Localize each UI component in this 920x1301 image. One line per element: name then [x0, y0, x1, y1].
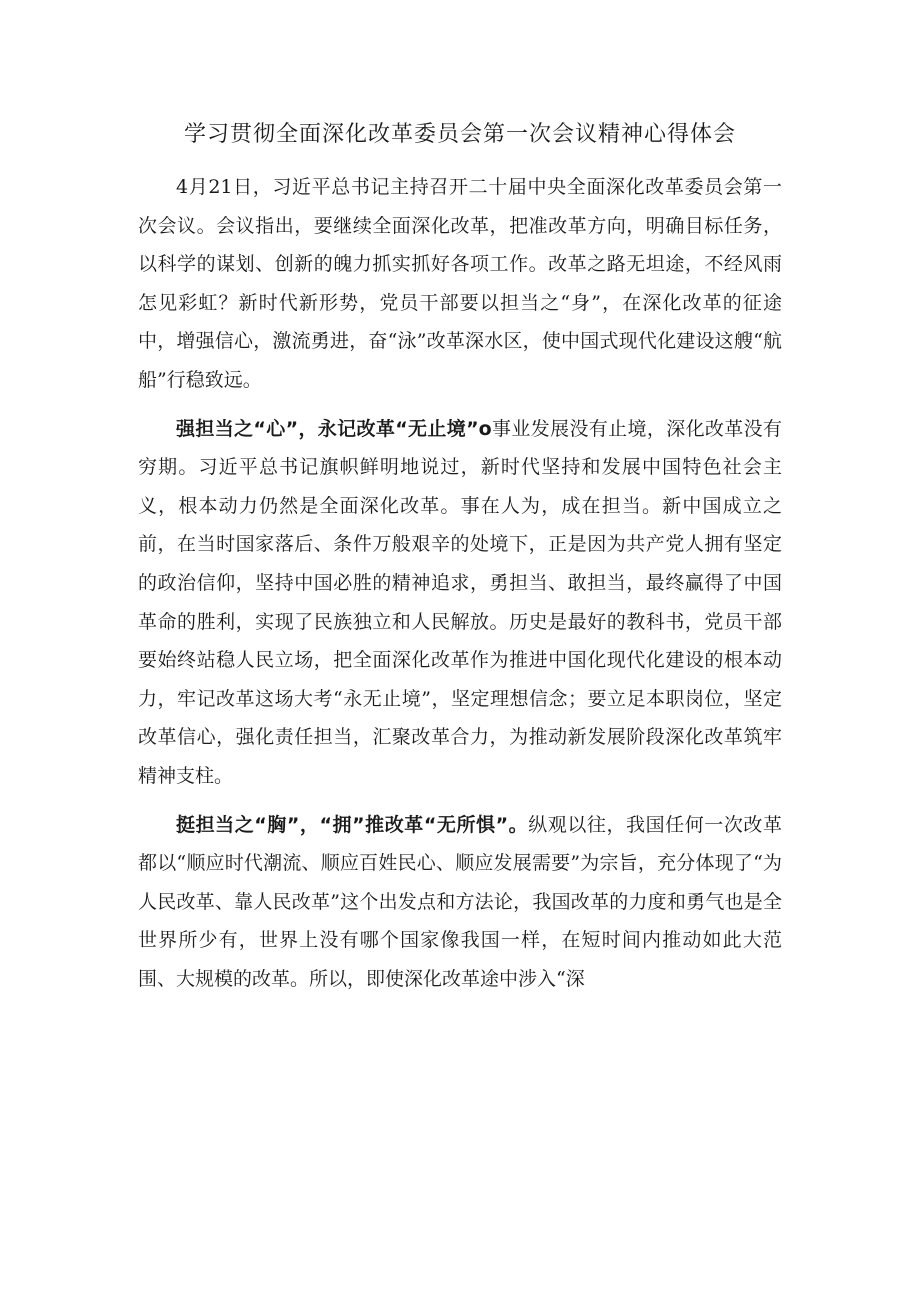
paragraph-lead: 挺担当之“胸”，“拥”推改革“无所惧”。 — [176, 813, 529, 836]
paragraph-lead: 强担当之“心”，永记改革“无止境”o — [176, 417, 492, 440]
paragraph-text: 4月21日，习近平总书记主持召开二十届中央全面深化改革委员会第一次会议。会议指出，要继续全面深化改革，把准改革方向，明确目标任务，以科学的谋划、创新的魄力抓实抓好各项工作。改革之路无坦途，不经风雨怎见彩虹？新时代新形势，党员干部要以担当之“身”，在深化改革的征途中，增强信心，激流勇进，奋“泳”改革深水区，使中国式现代化建设这艘“航船”行稳致远。 — [138, 176, 782, 391]
paragraph-heart — [138, 410, 782, 796]
paragraph-intro — [138, 168, 782, 400]
document-title: 学习贯彻全面深化改革委员会第一次会议精神心得体会 — [183, 122, 736, 147]
paragraph-chest — [138, 806, 782, 999]
paragraph-text: 事业发展没有止境，深化改革没有穷期。习近平总书记旗帜鲜明地说过，新时代坚持和发展中国特色社会主义，根本动力仍然是全面深化改革。事在人为，成在担当。新中国成立之前，在当时国家落后、条件万般艰辛的处境下，正是因为共产党人拥有坚定的政治信仰，坚持中国必胜的精神追求，勇担当、敢担当，最终赢得了中国革命的胜利，实现了民族独立和人民解放。历史是最好的教科书，党员干部要始终站稳人民立场，把全面深化改革作为推进中国化现代化建设的根本动力，牢记改革这场大考“永无止境”，坚定理想信念；要立足本职岗位，坚定改革信心，强化责任担当，汇聚改革合力，为推动新发展阶段深化改革筑牢精神支柱。 — [138, 417, 782, 787]
paragraph-text: 纵观以往，我国任何一次改革都以“顺应时代潮流、顺应百姓民心、顺应发展需要”为宗旨，充分体现了“为人民改革、靠人民改革”这个出发点和方法论，我国改革的力度和勇气也是全世界所少有，世界上没有哪个国家像我国一样，在短时间内推动如此大范围、大规模的改革。所以，即使深化改革途中涉入“深 — [138, 813, 782, 990]
document-body — [138, 168, 782, 1008]
